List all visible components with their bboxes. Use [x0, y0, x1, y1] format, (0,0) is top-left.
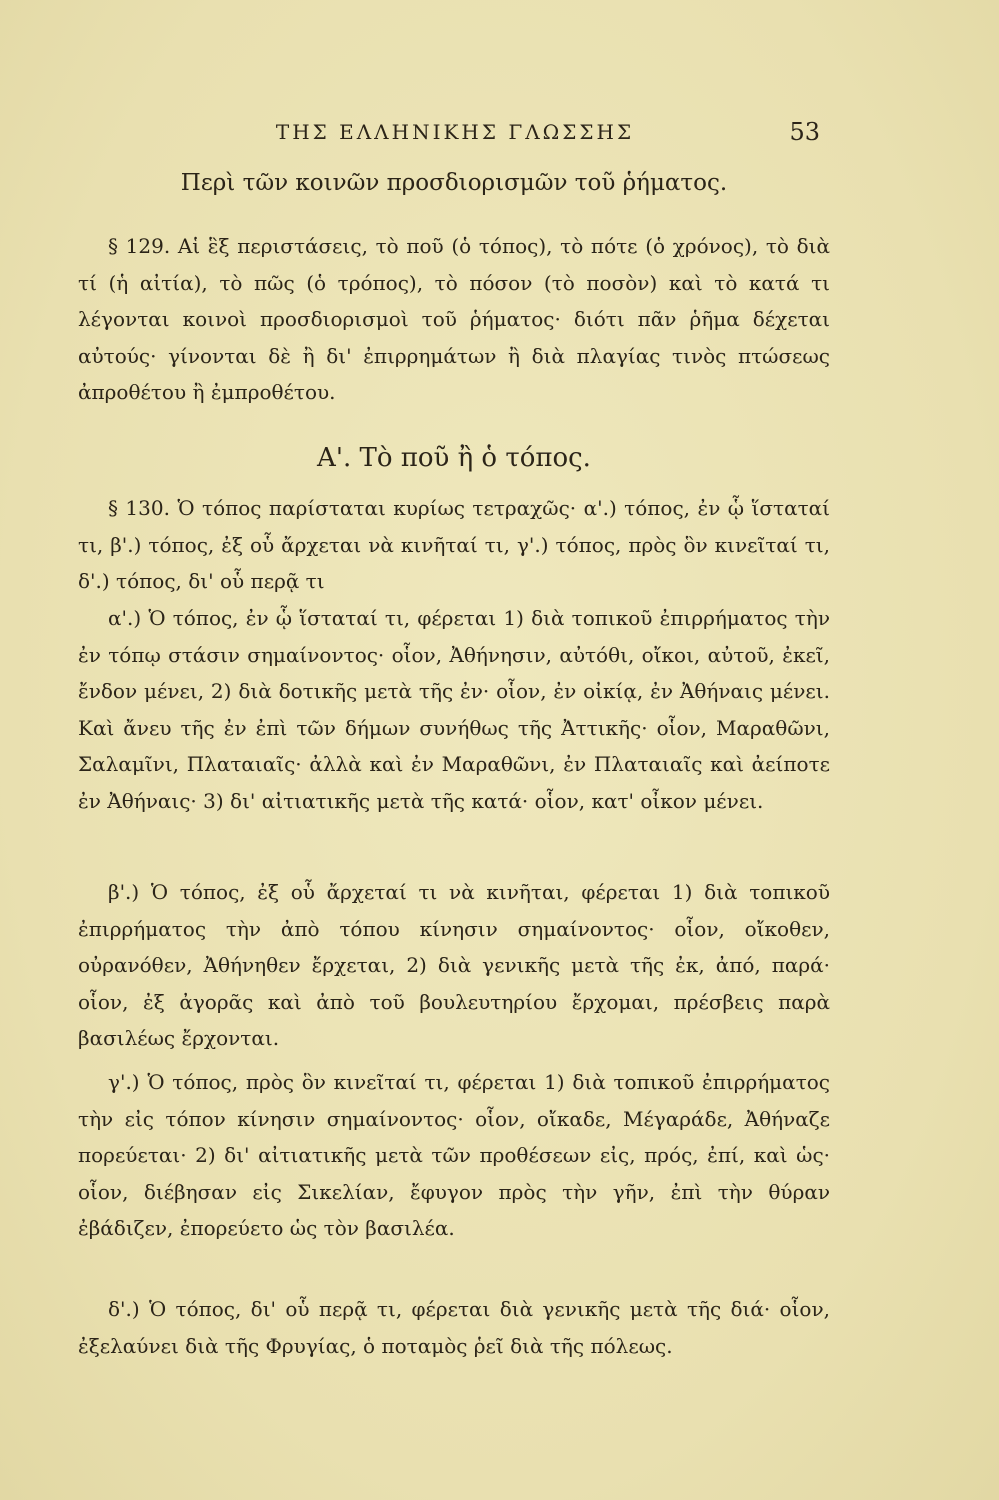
page-header [90, 118, 820, 154]
subsection-title: Α'. Τὸ ποῦ ἢ ὁ τόπος. [317, 443, 591, 473]
running-title: ΤΗΣ ΕΛΛΗΝΙΚΗΣ ΓΛΩΣΣΗΣ [275, 120, 635, 144]
paragraph-129: § 129. Αἱ ἓξ περιστάσεις, τὸ ποῦ (ὁ τόπος), τὸ πότε (ὁ χρόνος), τὸ διὰ τί (ἡ αἰτία), τὸ πῶς (ὁ τρόπος), τὸ πόσον (τὸ ποσὸν) καὶ τὸ κατά τι λέγονται κοινοὶ προσδιορισμοὶ τοῦ ῥήματος· διότι πᾶν ῥῆμα δέχεται αὐτούς· γίνονται δὲ ἢ δι' ἐπιρρημάτων ἢ διὰ πλαγίας τινὸς πτώσεως ἀπροθέτου ἢ ἐμπροθέτου. [78, 234, 830, 404]
section-title: Περὶ τῶν κοινῶν προσδιορισμῶν τοῦ ῥήματος. [180, 170, 728, 196]
paragraph-d: δ'.) Ὁ τόπος, δι' οὗ περᾷ τι, φέρεται διὰ γενικῆς μετὰ τῆς διά· οἷον, ἐξελαύνει διὰ τῆς Φρυγίας, ὁ ποταμὸς ῥεῖ διὰ τῆς πόλεως. [78, 1297, 830, 1358]
paragraph-130: § 130. Ὁ τόπος παρίσταται κυρίως τετραχῶς· α'.) τόπος, ἐν ᾧ ἵσταταί τι, β'.) τόπος, ἐξ οὗ ἄρχεται νὰ κινῆταί τι, γ'.) τόπος, πρὸς ὃν κινεῖταί τι, δ'.) τόπος, δι' οὗ περᾷ τι [78, 496, 830, 593]
page-number: 53 [789, 118, 820, 146]
paragraph-a: α'.) Ὁ τόπος, ἐν ᾧ ἵσταταί τι, φέρεται 1) διὰ τοπικοῦ ἐπιρρήματος τὴν ἐν τόπῳ στάσιν σημαίνοντος· οἷον, Ἀθήνησιν, αὐτόθι, οἴκοι, αὐτοῦ, ἐκεῖ, ἔνδον μένει, 2) διὰ δοτικῆς μετὰ τῆς ἐν· οἷον, ἐν οἰκίᾳ, ἐν Ἀθήναις μένει. Καὶ ἄνευ τῆς ἐν ἐπὶ τῶν δήμων συνήθως τῆς Ἀττικῆς· οἷον, Μαραθῶνι, Σαλαμῖνι, Πλαταιαῖς· ἀλλὰ καὶ ἐν Μαραθῶνι, ἐν Πλαταιαῖς καὶ ἀείποτε ἐν Ἀθήναις· 3) δι' αἰτιατικῆς μετὰ τῆς κατά· οἷον, κατ' οἶκον μένει. [78, 606, 830, 813]
paragraph-b: β'.) Ὁ τόπος, ἐξ οὗ ἄρχεταί τι νὰ κινῆται, φέρεται 1) διὰ τοπικοῦ ἐπιρρήματος τὴν ἀπὸ τόπου κίνησιν σημαίνοντος· οἷον, οἴκοθεν, οὐρανόθεν, Ἀθήνηθεν ἔρχεται, 2) διὰ γενικῆς μετὰ τῆς ἐκ, ἀπό, παρά· οἷον, ἐξ ἀγορᾶς καὶ ἀπὸ τοῦ βουλευτηρίου ἔρχομαι, πρέσβεις παρὰ βασιλέως ἔρχονται. [78, 880, 830, 1050]
paragraph-c: γ'.) Ὁ τόπος, πρὸς ὃν κινεῖταί τι, φέρεται 1) διὰ τοπικοῦ ἐπιρρήματος τὴν εἰς τόπον κίνησιν σημαίνοντος· οἷον, οἴκαδε, Μέγαράδε, Ἀθήναζε πορεύεται· 2) δι' αἰτιατικῆς μετὰ τῶν προθέσεων εἰς, πρός, ἐπί, καὶ ὡς· οἷον, διέβησαν εἰς Σικελίαν, ἔφυγον πρὸς τὴν γῆν, ἐπὶ τὴν θύραν ἐβάδιζεν, ἐπορεύετο ὡς τὸν βασιλέα. [78, 1070, 830, 1240]
